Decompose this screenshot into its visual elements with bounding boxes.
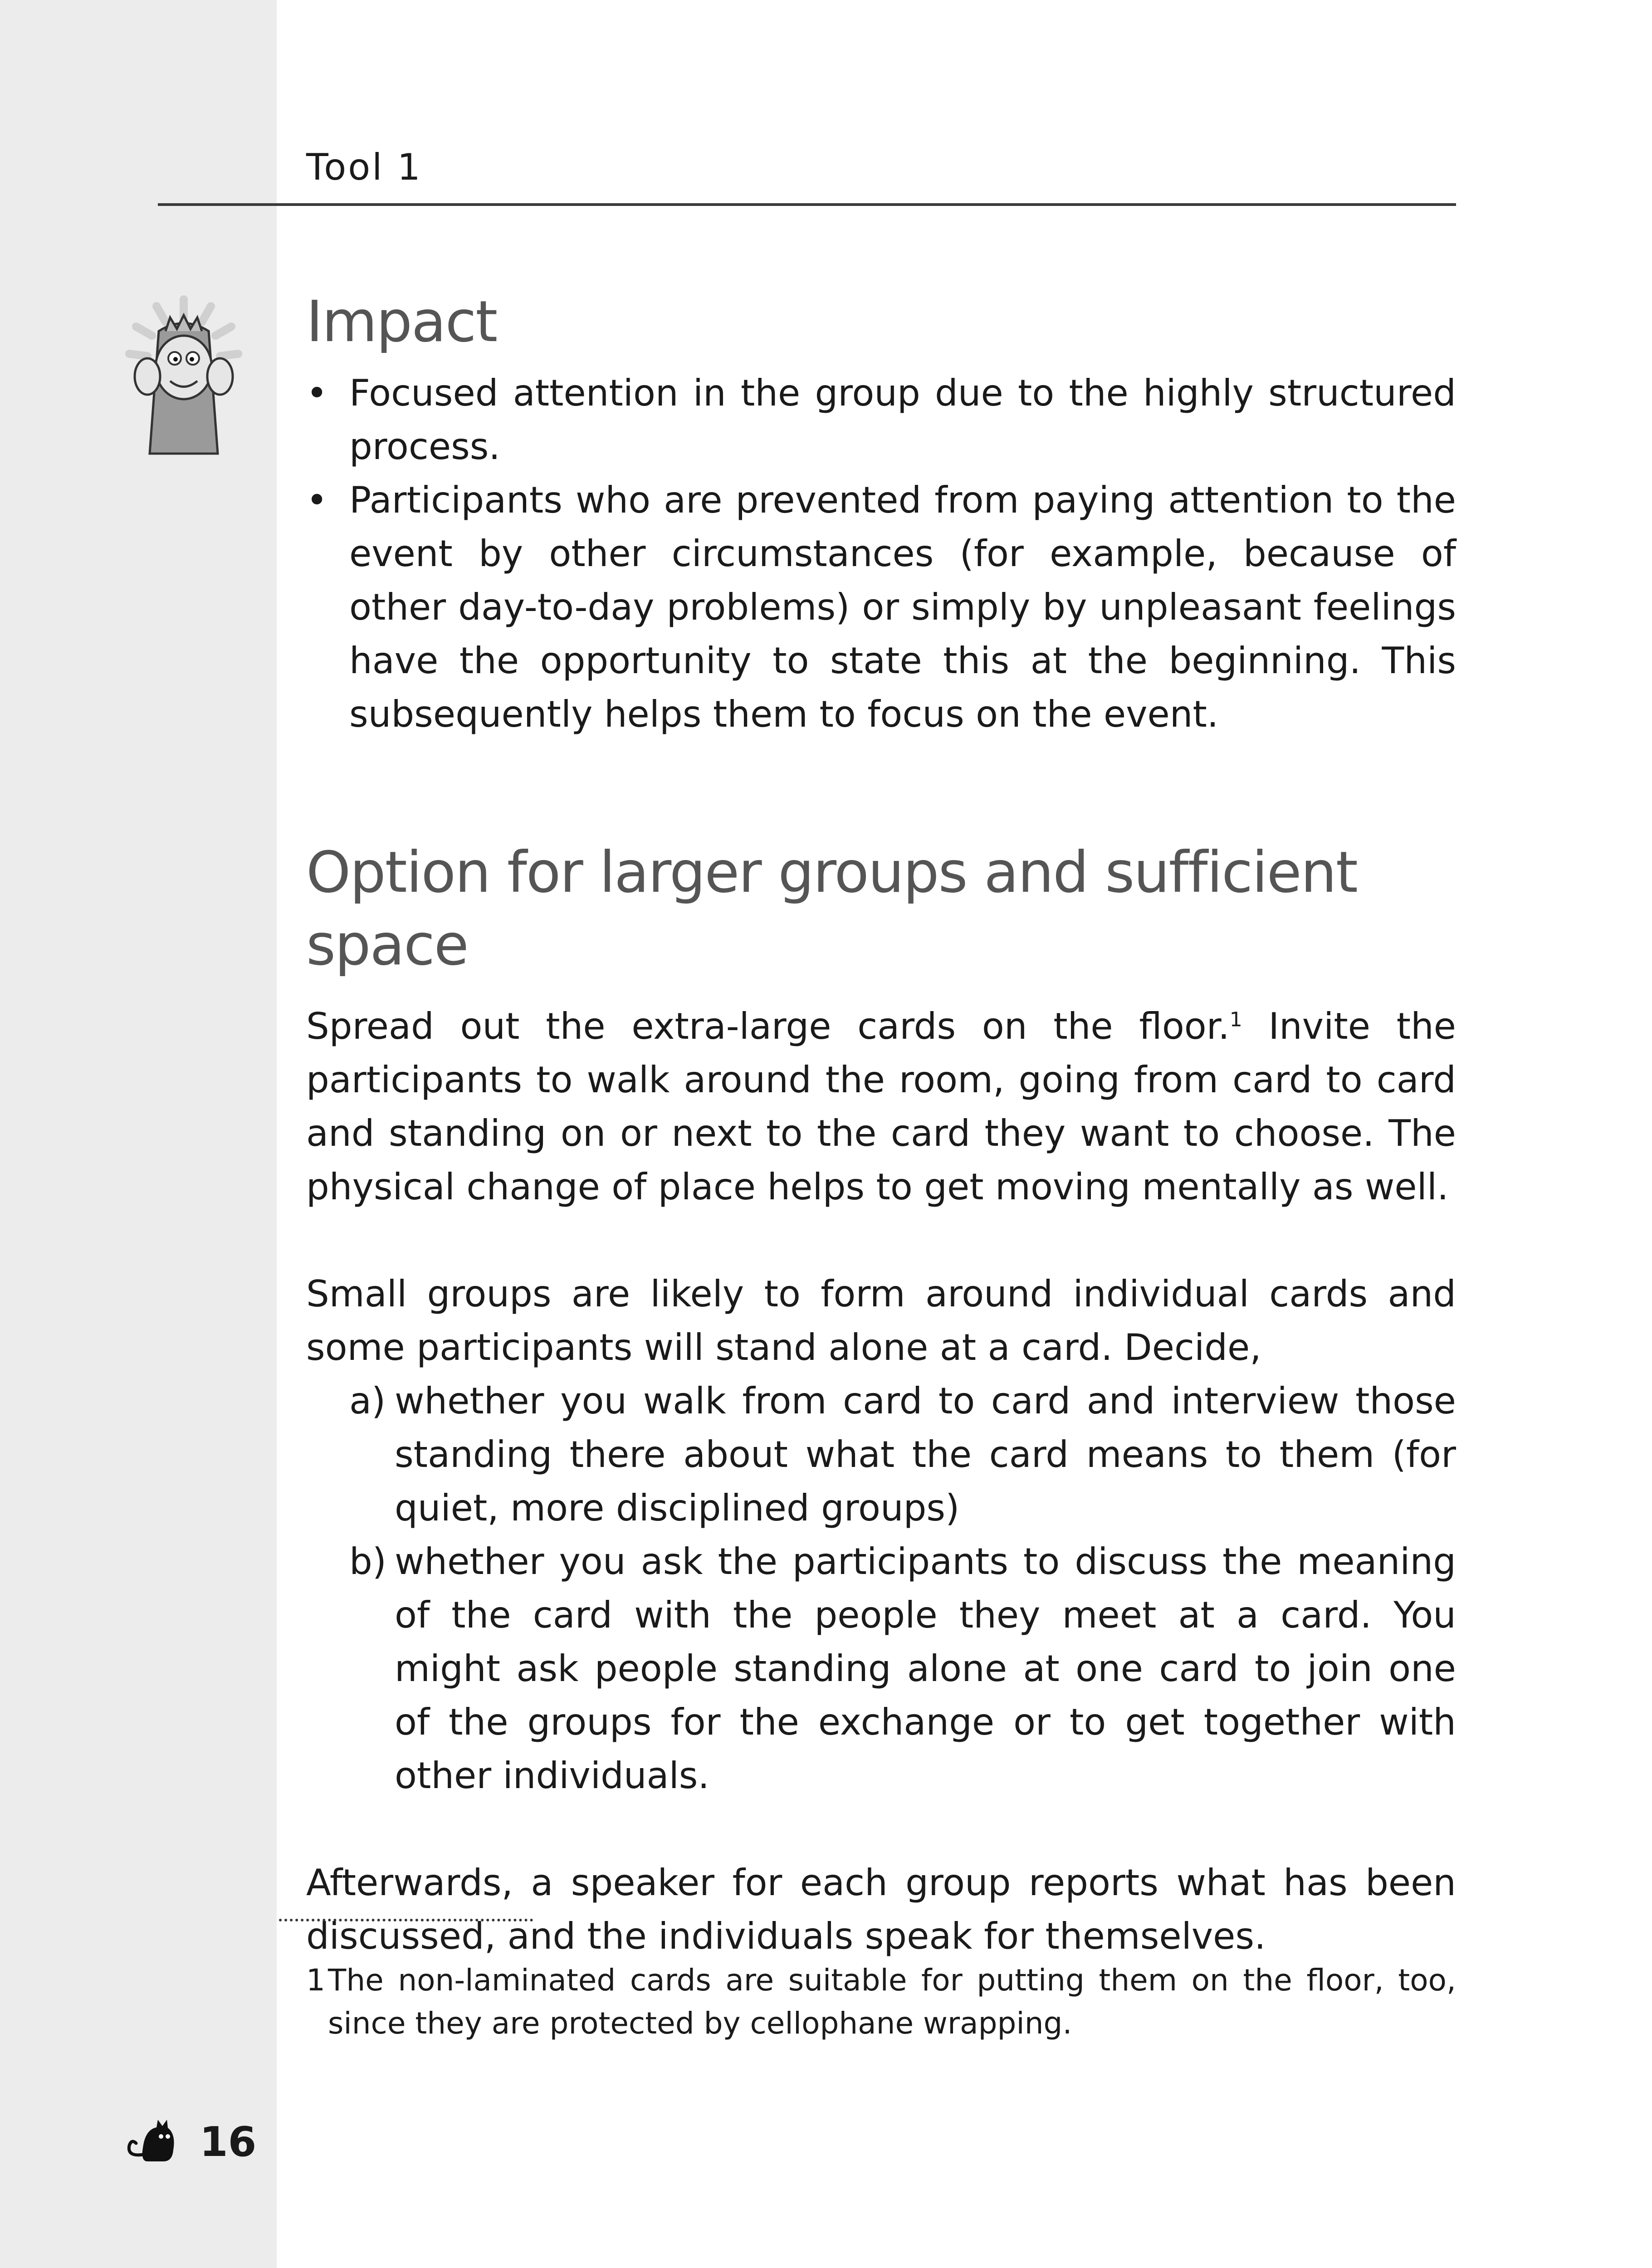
bullet-icon: • (306, 479, 328, 521)
impact-bullet-list (306, 367, 1456, 741)
paragraph-text: Spread out the extra-large cards on the floor. (306, 1005, 1230, 1047)
impact-section (306, 286, 1456, 741)
cat-icon (122, 2112, 181, 2166)
impact-heading: Impact (306, 289, 497, 355)
decision-options-list (306, 1374, 1456, 1803)
footnote-number: 1 (306, 1963, 325, 1998)
list-item (306, 1374, 1456, 1535)
mascot-thinking-icon (116, 290, 252, 463)
option-text: whether you walk from card to card and interview those standing there about what the card means to them (for quiet, more disciplined groups) (395, 1380, 1456, 1529)
list-item (306, 367, 1456, 474)
bullet-text: Focused attention in the group due to the highly structured process. (349, 372, 1456, 468)
bullet-text: Participants who are prevented from paying attention to the event by other circumstances (for example, because of other day-to-day problems) or simply by unpleasant feelings have the opportunity to state this at the beginning. This subsequently helps them to focus on the event. (349, 479, 1456, 735)
footnote (306, 1959, 1456, 2045)
option-heading: Option for larger groups and sufficient space (306, 840, 1357, 978)
page-number: 16 (200, 2118, 257, 2166)
list-item (306, 474, 1456, 741)
main-content (306, 286, 1456, 1963)
paragraph-text: Invite the participants to walk around the room, going from card to card and standing on or next to the card they want to choose. The physical change of place helps to get moving mentally as well. (306, 1005, 1456, 1208)
option-text: whether you ask the participants to discuss the meaning of the card with the people they meet at a card. You might ask people standing alone at one card to join one of the groups for the exchange or to get together with other individuals. (395, 1540, 1456, 1797)
option-section (306, 836, 1456, 1963)
list-marker: b) (349, 1540, 386, 1583)
option-paragraph-3: Afterwards, a speaker for each group reports what has been discussed, and the individuals speak for themselves. (306, 1862, 1456, 1957)
footnote-separator (279, 1919, 533, 1921)
running-head: Tool 1 (306, 146, 422, 188)
footnote-reference[interactable]: 1 (1229, 1008, 1242, 1031)
option-paragraph-2: Small groups are likely to form around individual cards and some participants will stand alone at a card. Decide, (306, 1273, 1456, 1369)
option-paragraph-1 (306, 1000, 1456, 1214)
list-marker: a) (349, 1380, 386, 1422)
list-item (306, 1535, 1456, 1803)
footnote-text: The non-laminated cards are suitable for putting them on the floor, too, since they are protected by cellophane wrapping. (328, 1963, 1456, 2041)
header-rule (158, 203, 1456, 206)
bullet-icon: • (306, 372, 328, 414)
